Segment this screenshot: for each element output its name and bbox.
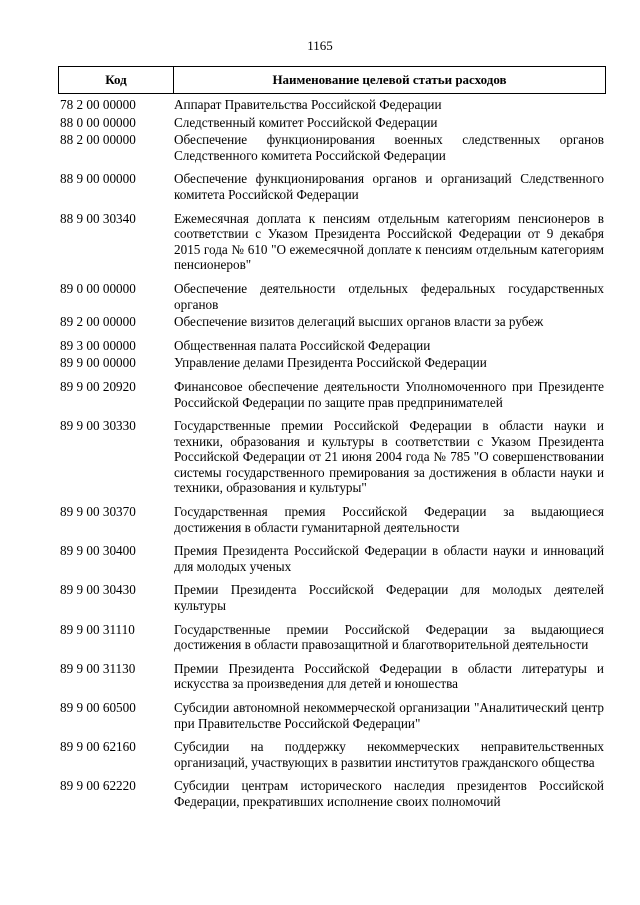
table-row: [58, 778, 606, 809]
row-code: 89 9 00 30400: [60, 543, 136, 559]
row-code: 89 9 00 20920: [60, 378, 136, 394]
row-name: Обеспечение функционирования военных следственных органов Следственного комитета Российской Федерации: [174, 132, 604, 163]
table-row: [58, 115, 606, 131]
row-name: Финансовое обеспечение деятельности Уполномоченного при Президенте Российской Федерации по защите прав предпринимателей: [174, 378, 604, 410]
row-name: Общественная палата Российской Федерации: [174, 337, 431, 353]
table-body: [58, 97, 606, 810]
table-row: [58, 543, 606, 574]
row-code: 88 2 00 00000: [60, 132, 136, 148]
row-code: 89 2 00 00000: [60, 314, 136, 330]
table-header: [58, 66, 606, 94]
row-name: Премии Президента Российской Федерации для молодых деятелей культуры: [174, 582, 604, 614]
table-row: [58, 739, 606, 770]
row-name: Обеспечение функционирования органов и организаций Следственного комитета Российской Федерации: [174, 171, 604, 202]
row-code: 89 9 00 31130: [60, 660, 136, 676]
row-name: Субсидии на поддержку некоммерческих неправительственных организаций, участвующих в развитии институтов гражданского общества: [174, 739, 604, 770]
row-code: 89 9 00 30370: [60, 504, 136, 520]
row-code: 89 0 00 00000: [60, 280, 136, 296]
row-code: 89 9 00 60500: [60, 700, 136, 715]
row-name: Премии Президента Российской Федерации в области литературы и искусства за произведения для детей и юношества: [174, 660, 604, 692]
row-code: 88 9 00 00000: [60, 171, 136, 187]
table-row: [58, 700, 606, 731]
table-row: [58, 171, 606, 202]
row-name: Следственный комитет Российской Федерации: [174, 114, 438, 130]
header-name: Наименование целевой статьи расходов: [272, 72, 507, 87]
row-name: Премия Президента Российской Федерации в области науки и инноваций для молодых ученых: [174, 543, 604, 574]
row-code: 88 0 00 00000: [60, 114, 136, 130]
row-name: Субсидии автономной некоммерческой организации "Аналитический центр при Правительстве Российской Федерации": [174, 700, 604, 731]
row-code: 89 9 00 00000: [60, 355, 136, 371]
row-code: 89 9 00 30430: [60, 582, 136, 598]
table-row: [58, 211, 606, 273]
table-row: [58, 379, 606, 410]
table-row: [58, 338, 606, 354]
table-row: [58, 97, 606, 113]
row-name: Аппарат Правительства Российской Федерации: [174, 97, 442, 112]
table-row: [58, 355, 606, 371]
row-code: 78 2 00 00000: [60, 97, 136, 112]
row-code: 89 3 00 00000: [60, 337, 136, 353]
row-name: Управление делами Президента Российской Федерации: [174, 355, 487, 371]
page-number: 1165: [307, 38, 333, 53]
row-name: Субсидии центрам исторического наследия президентов Российской Федерации, прекративших исполнение своих полномочий: [174, 778, 604, 809]
row-name: Обеспечение деятельности отдельных федеральных государственных органов: [174, 280, 604, 312]
header-code: Код: [59, 67, 174, 93]
table-row: [58, 314, 606, 330]
table-row: [58, 418, 606, 496]
row-name: Государственная премия Российской Федерации за выдающиеся достижения в области гуманитарной деятельности: [174, 504, 604, 535]
row-name: Обеспечение визитов делегаций высших органов власти за рубеж: [174, 314, 544, 330]
row-name: Государственные премии Российской Федерации в области науки и техники, образования и культуры в соответствии с Указом Президента Российской Федерации от 21 июня 2004 года № 785 "О совершенствовании системы государственного премирования за достижения в области науки и техники, образования и культуры": [174, 418, 604, 496]
table-row: [58, 504, 606, 535]
row-code: 89 9 00 31110: [60, 621, 135, 637]
table-row: [58, 132, 606, 163]
row-name: Государственные премии Российской Федерации за выдающиеся достижения в области правозащитной и благотворительной деятельности: [174, 621, 604, 653]
row-code: 89 9 00 62160: [60, 739, 136, 755]
table-row: [58, 281, 606, 312]
row-name: Ежемесячная доплата к пенсиям отдельным категориям пенсионеров в соответствии с Указом Президента Российской Федерации от 9 декабря 2015 года № 610 "О ежемесячной доплате к пенсиям отдельным категориям пенсионеров": [174, 210, 604, 273]
row-code: 89 9 00 62220: [60, 778, 136, 794]
row-code: 89 9 00 30330: [60, 418, 136, 434]
row-code: 88 9 00 30340: [60, 210, 136, 226]
table-row: [58, 622, 606, 653]
table-row: [58, 661, 606, 692]
table-row: [58, 582, 606, 613]
